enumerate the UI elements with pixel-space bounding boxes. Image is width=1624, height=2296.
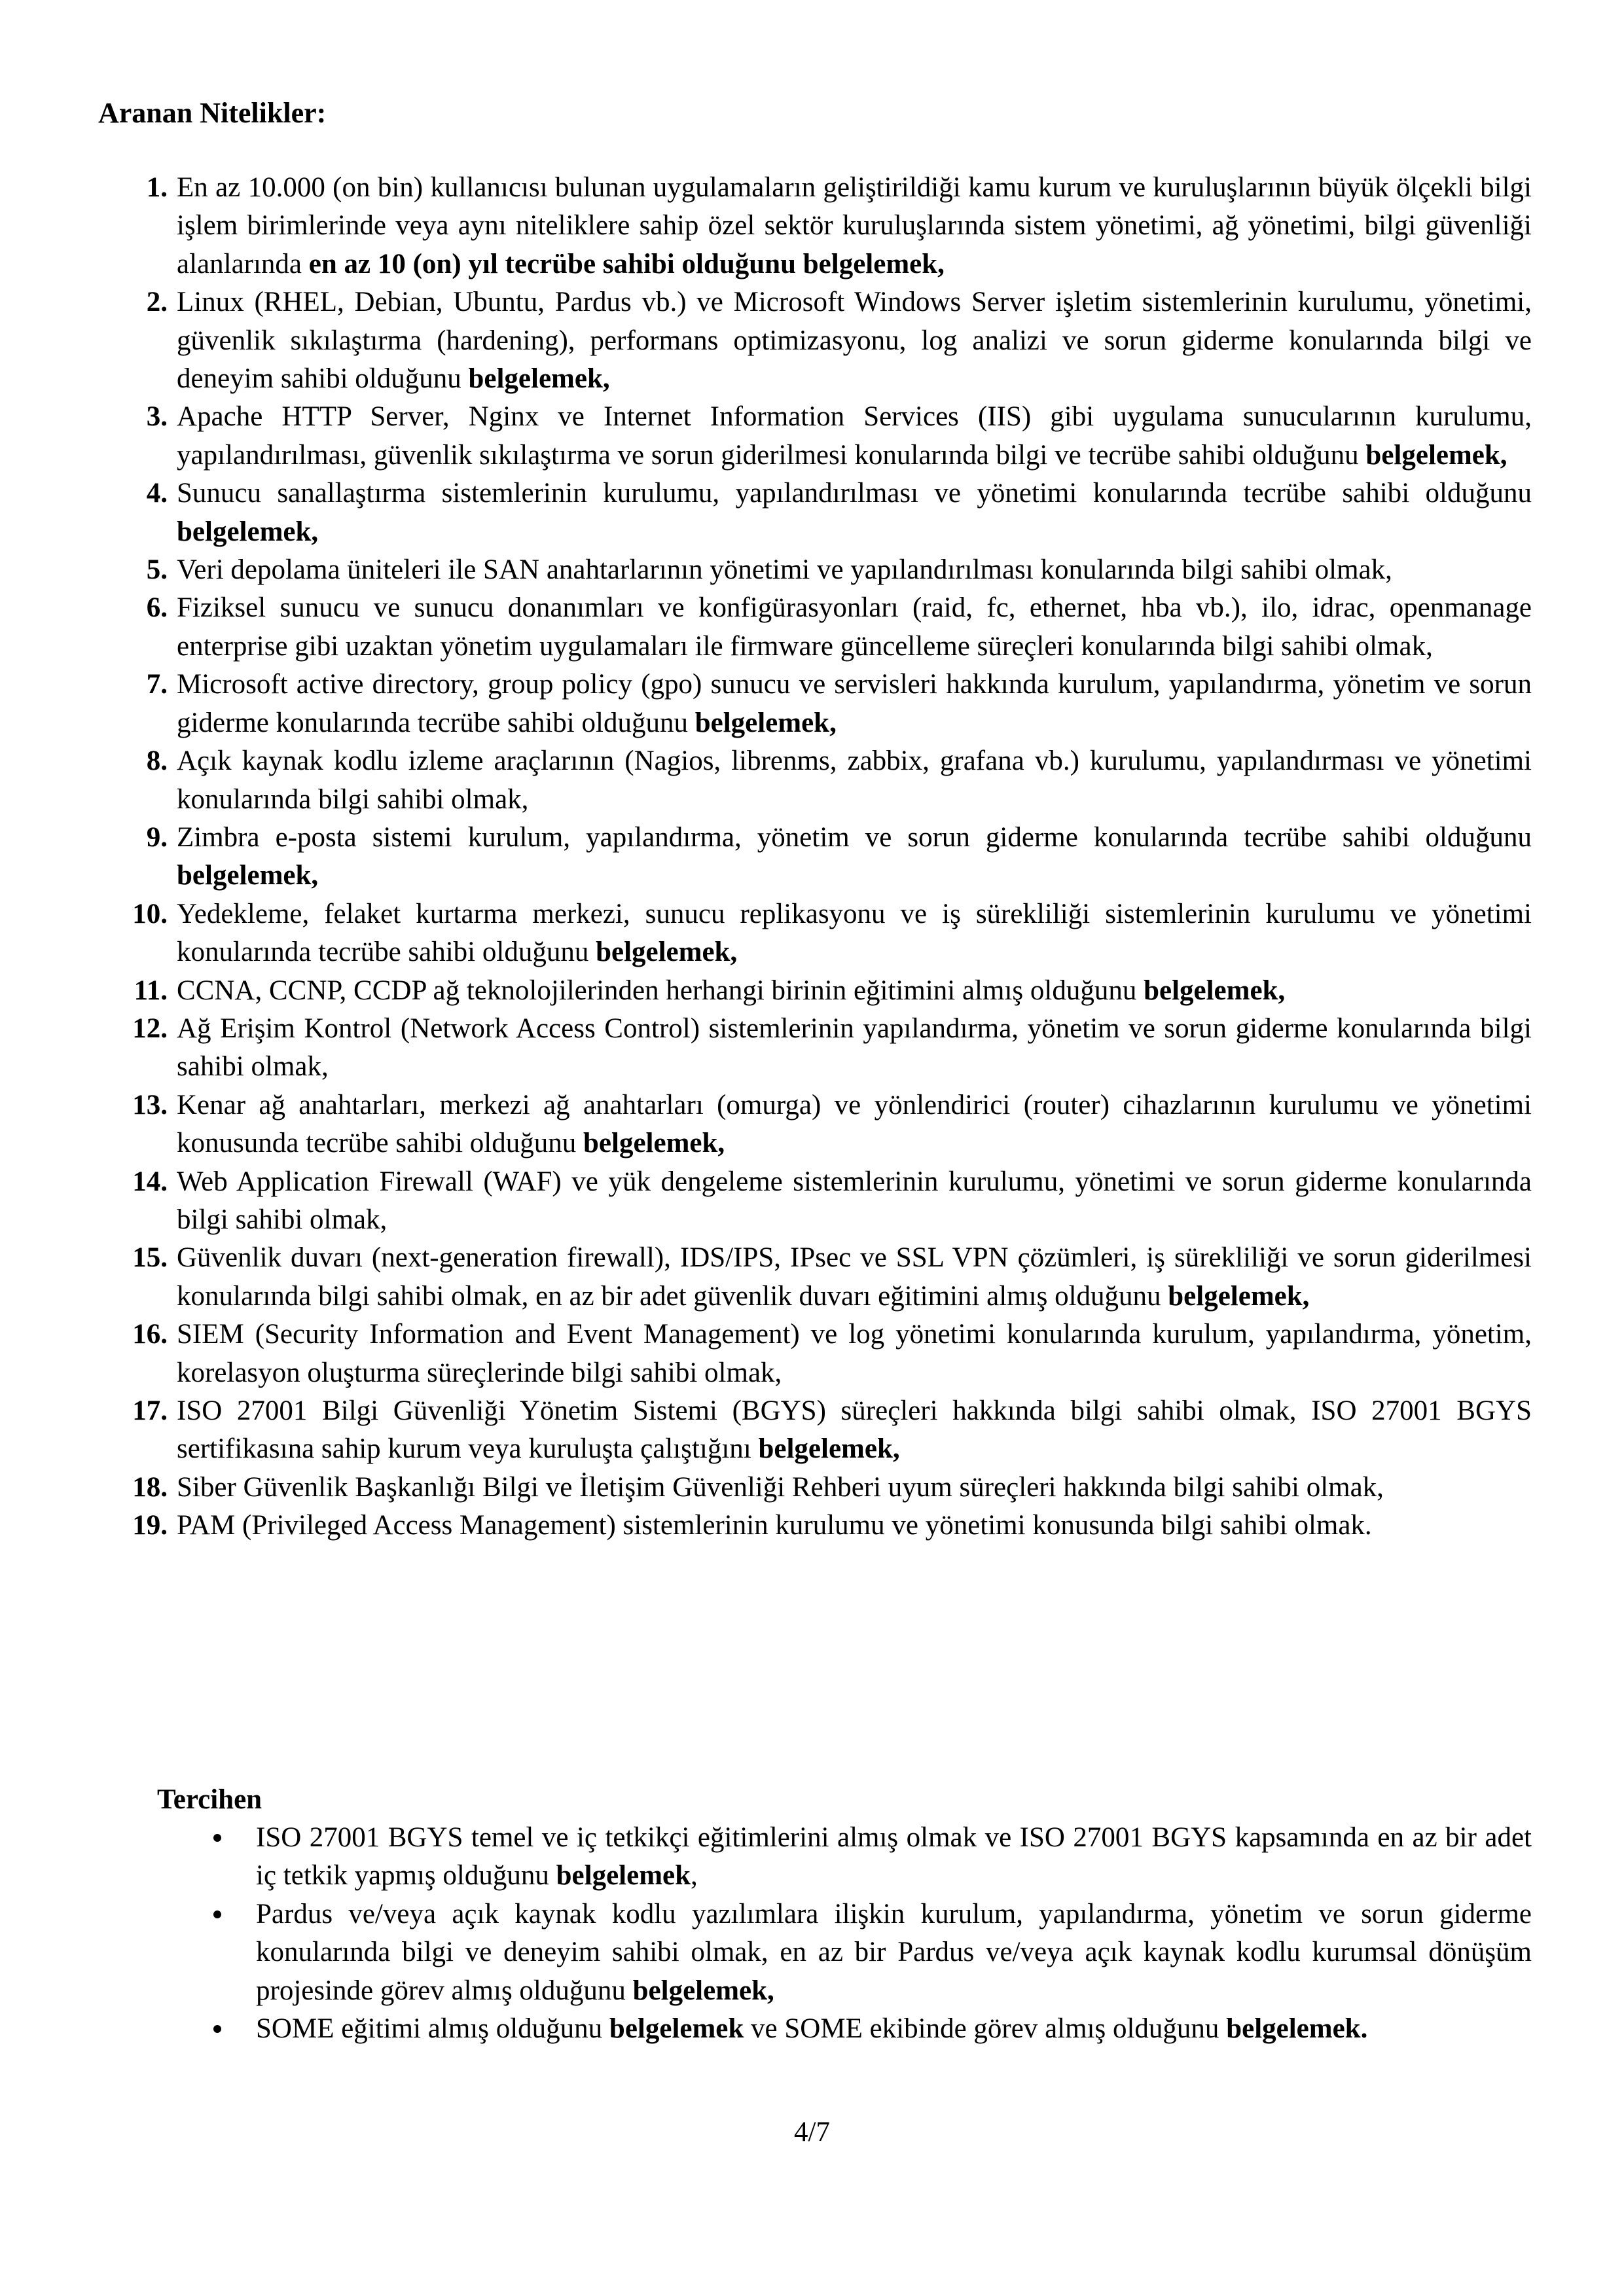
item-number: 9. (146, 821, 168, 853)
page-number: 4/7 (794, 2117, 830, 2147)
item-text: , (691, 1860, 698, 1892)
bullet-icon (213, 1910, 221, 1918)
item-bold-text: belgelemek, (1168, 1280, 1310, 1312)
item-number: 1. (146, 172, 168, 203)
item-text: Web Application Firewall (WAF) ve yük dengeleme sistemlerinin kurulumu, yönetimi ve sorun giderme konularında bilgi sahibi olmak, (177, 1166, 1532, 1235)
item-text: Açık kaynak kodlu izleme araçlarının (Nagios, librenms, zabbix, grafana vb.) kurulumu, yapılandırması ve yönetimi konularında bilgi sahibi olmak, (177, 745, 1532, 815)
list-item (98, 1239, 1532, 1316)
item-text: ISO 27001 BGYS temel ve iç tetkikçi eğitimlerini almış olmak ve ISO 27001 BGYS kapsamında en az bir adet iç tetkik yapmış olduğunu (256, 1822, 1532, 1892)
list-item (98, 1010, 1532, 1086)
item-bold-text: belgelemek, (583, 1128, 725, 1159)
item-text: Fiziksel sunucu ve sunucu donanımları ve konfigürasyonları (raid, fc, ethernet, hba vb.), ilo, idrac, openmanage enterprise gibi uzaktan yönetim uygulamaları ile firmware güncelleme süreçleri konularında bilgi sahibi olmak, (177, 592, 1532, 662)
list-item (98, 666, 1532, 742)
item-text: CCNA, CCNP, CCDP ağ teknolojilerinden herhangi birinin eğitimini almış olduğunu (177, 975, 1144, 1006)
list-item (196, 1895, 1532, 2010)
item-number: 18. (132, 1471, 168, 1503)
list-item (98, 398, 1532, 475)
item-text: PAM (Privileged Access Management) sistemlerinin kurulumu ve yönetimi konusunda bilgi sahibi olmak. (177, 1510, 1372, 1541)
bullet-icon (213, 1834, 221, 1842)
item-text: Güvenlik duvarı (next-generation firewall), IDS/IPS, IPsec ve SSL VPN çözümleri, iş sürekliliği ve sorun giderilmesi konularında bilgi sahibi olmak, en az bir adet güvenlik duvarı eğitimini almış olduğunu (177, 1242, 1532, 1312)
item-text: Linux (RHEL, Debian, Ubuntu, Pardus vb.) ve Microsoft Windows Server işletim sistemlerinin kurulumu, yönetimi, güvenlik sıkılaştırma (hardening), performans optimizasyonu, log analizi ve sorun giderme konularında bilgi ve deneyim sahibi olduğunu (177, 287, 1532, 395)
item-text: Yedekleme, felaket kurtarma merkezi, sunucu replikasyonu ve iş sürekliliği sistemlerinin kurulumu ve yönetimi konularında tecrübe sahibi olduğunu (177, 898, 1532, 968)
item-number: 15. (132, 1242, 168, 1274)
item-number: 8. (146, 745, 168, 777)
list-item (98, 819, 1532, 895)
item-number: 19. (132, 1510, 168, 1541)
item-number: 10. (132, 898, 168, 929)
item-bold-text: belgelemek, (596, 937, 738, 968)
item-number: 4. (146, 478, 168, 509)
item-text: Ağ Erişim Kontrol (Network Access Control) sistemlerinin yapılandırma, yönetim ve sorun giderme konularında bilgi sahibi olmak, (177, 1013, 1532, 1083)
item-number: 11. (134, 975, 168, 1006)
item-number: 14. (132, 1166, 168, 1197)
item-bold-text: belgelemek, (177, 516, 319, 547)
item-text: Siber Güvenlik Başkanlığı Bilgi ve İletişim Güvenliği Rehberi uyum süreçleri hakkında bilgi sahibi olmak, (177, 1471, 1384, 1503)
item-bold-text: belgelemek (609, 2013, 744, 2045)
item-number: 6. (146, 592, 168, 624)
item-bold-text: belgelemek. (1226, 2013, 1368, 2045)
list-item (196, 1819, 1532, 1895)
item-number: 17. (132, 1395, 168, 1426)
item-bold-text: belgelemek, (758, 1433, 900, 1465)
item-number: 16. (132, 1319, 168, 1350)
list-item (98, 1392, 1532, 1469)
item-bold-text: belgelemek, (1144, 975, 1286, 1006)
list-item (98, 1507, 1532, 1545)
item-text: Sunucu sanallaştırma sistemlerinin kurulumu, yapılandırılması ve yönetimi konularında tecrübe sahibi olduğunu (177, 478, 1532, 509)
list-item (98, 1086, 1532, 1163)
item-number: 2. (146, 287, 168, 318)
item-text: Pardus ve/veya açık kaynak kodlu yazılımlara ilişkin kurulum, yapılandırma, yönetim ve sorun giderme konularında bilgi ve deneyim sahibi olmak, en az bir Pardus ve/veya açık kaynak kodlu kurumsal dönüşüm projesinde görev almış olduğunu (256, 1898, 1532, 2006)
item-bold-text: belgelemek (556, 1860, 691, 1892)
list-item (98, 589, 1532, 666)
item-bold-text: belgelemek, (695, 707, 837, 738)
item-text: En az 10.000 (on bin) kullanıcısı bulunan uygulamaların geliştirildiği kamu kurum ve kuruluşlarının büyük ölçekli bilgi işlem birimlerinde veya aynı niteliklere sahip özel sektör kuruluşlarında sistem yönetimi, ağ yönetimi, bilgi güvenliği alanlarında (177, 172, 1532, 279)
list-item (196, 2010, 1532, 2048)
list-item (98, 1163, 1532, 1240)
item-text: Veri depolama üniteleri ile SAN anahtarlarının yönetimi ve yapılandırılması konularında bilgi sahibi olmak, (177, 554, 1392, 586)
list-item (98, 283, 1532, 398)
section-heading: Aranan Nitelikler: (98, 97, 327, 129)
item-bold-text: en az 10 (on) yıl tecrübe sahibi olduğunu belgelemek, (308, 248, 945, 279)
item-number: 3. (146, 401, 168, 433)
preferred-list (196, 1819, 1532, 2048)
item-bold-text: belgelemek, (468, 363, 610, 395)
preferred-heading: Tercihen (157, 1784, 262, 1815)
item-text: Zimbra e-posta sistemi kurulum, yapılandırma, yönetim ve sorun giderme konularında tecrübe sahibi olduğunu (177, 821, 1532, 853)
requirements-list (98, 169, 1532, 1545)
item-number: 13. (132, 1089, 168, 1121)
item-text: ve SOME ekibinde görev almış olduğunu (744, 2013, 1227, 2045)
item-number: 7. (146, 669, 168, 700)
item-number: 5. (146, 554, 168, 586)
item-bold-text: belgelemek, (632, 1975, 774, 2006)
item-text: Apache HTTP Server, Nginx ve Internet Information Services (IIS) gibi uygulama sunucularının kurulumu, yapılandırılması, güvenlik sıkılaştırma ve sorun giderilmesi konularında bilgi ve tecrübe sahibi olduğunu (177, 401, 1532, 471)
item-text: Microsoft active directory, group policy (gpo) sunucu ve servisleri hakkında kurulum, yapılandırma, yönetim ve sorun giderme konularında tecrübe sahibi olduğunu (177, 669, 1532, 738)
item-bold-text: belgelemek, (1365, 439, 1507, 471)
item-number: 12. (132, 1013, 168, 1044)
list-item (98, 169, 1532, 283)
item-bold-text: belgelemek, (177, 860, 319, 891)
item-text: SIEM (Security Information and Event Management) ve log yönetimi konularında kurulum, yapılandırma, yönetim, korelasyon oluşturma süreçlerinde bilgi sahibi olmak, (177, 1319, 1532, 1388)
list-item (98, 475, 1532, 551)
list-item (98, 1469, 1532, 1507)
list-item (98, 742, 1532, 819)
item-text: ISO 27001 Bilgi Güvenliği Yönetim Sistemi (BGYS) süreçleri hakkında bilgi sahibi olmak, ISO 27001 BGYS sertifikasına sahip kurum veya kuruluşta çalıştığını (177, 1395, 1532, 1465)
list-item (98, 551, 1532, 589)
list-item (98, 1316, 1532, 1392)
list-item (98, 972, 1532, 1010)
item-text: Kenar ağ anahtarları, merkezi ağ anahtarları (omurga) ve yönlendirici (router) cihazlarının kurulumu ve yönetimi konusunda tecrübe sahibi olduğunu (177, 1089, 1532, 1159)
item-text: SOME eğitimi almış olduğunu (256, 2013, 609, 2045)
list-item (98, 895, 1532, 972)
bullet-icon (213, 2025, 221, 2033)
